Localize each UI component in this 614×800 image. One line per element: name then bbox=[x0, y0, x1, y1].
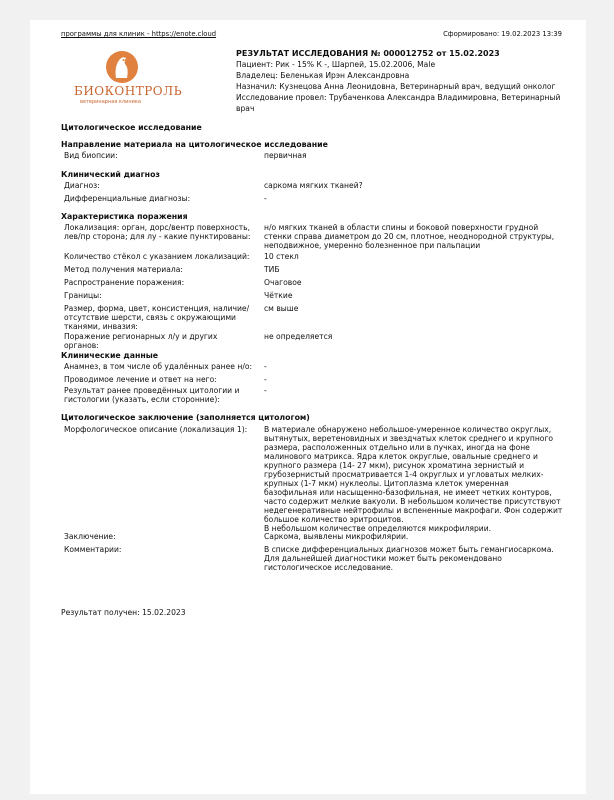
owner-line: Владелец: Беленькая Ирэн Александровна bbox=[236, 71, 410, 80]
generated-date: Сформировано: 19.02.2023 13:39 bbox=[443, 30, 562, 38]
result-date: Результат получен: 15.02.2023 bbox=[61, 608, 186, 617]
direction-title: Направление материала на цитологическое исследование bbox=[61, 140, 328, 149]
borders-value: Чёткие bbox=[264, 291, 293, 300]
nodes-label: Поражение регионарных л/у и других органов: bbox=[64, 332, 218, 350]
diff-diagnosis-value: - bbox=[264, 194, 267, 203]
diagnosis-value: саркома мягких тканей? bbox=[264, 181, 363, 190]
assigned-line: Назначил: Кузнецова Анна Леонидовна, Ветеринарный врач, ведущий онколог bbox=[236, 82, 556, 91]
method-value: ТИБ bbox=[264, 265, 280, 274]
report-page bbox=[30, 20, 586, 794]
anamnesis-label: Анамнез, в том числе об удалённых ранее н/о: bbox=[64, 362, 253, 371]
spread-label: Распространение поражения: bbox=[64, 278, 185, 287]
report-header bbox=[236, 48, 576, 114]
report-title: РЕЗУЛЬТАТ ИССЛЕДОВАНИЯ № 000012752 от 15.02.2023 bbox=[236, 49, 500, 58]
clinic-logo bbox=[74, 50, 194, 110]
slides-value: 10 стекл bbox=[264, 252, 299, 261]
comments-label: Комментарии: bbox=[64, 545, 122, 554]
previous-value: - bbox=[264, 386, 267, 395]
logo-subtitle: ветеринарная клиника bbox=[80, 99, 141, 105]
previous-label: Результат ранее проведённых цитологии и гистологии (указать, если сторонние): bbox=[64, 386, 240, 404]
diff-diagnosis-label: Дифференциальные диагнозы: bbox=[64, 194, 191, 203]
morph-value-text-2: В небольшом количестве определяются микрофилярии. bbox=[264, 524, 492, 533]
treatment-label: Проводимое лечение и ответ на него: bbox=[64, 375, 217, 384]
conclusion-title: Цитологическое заключение (заполняется цитологом) bbox=[61, 413, 310, 422]
localization-value: н/о мягких тканей в области спины и боковой поверхности грудной стенки справа диаметром до 20 см, плотное, неоднородной структуры, неподвижное, умеренно болезненное при пальпации bbox=[264, 223, 555, 250]
clinical-diagnosis-title: Клинический диагноз bbox=[61, 170, 160, 179]
comments-value: В списке дифференциальных диагнозов может быть гемангиосаркома. Для дальнейшей диагностики может быть рекомендовано гистологическое исследование. bbox=[264, 545, 554, 572]
slides-label: Количество стёкол с указанием локализаций: bbox=[64, 252, 250, 261]
biopsy-value: первичная bbox=[264, 151, 307, 160]
logo-mark-icon bbox=[102, 50, 142, 84]
main-title: Цитологическое исследование bbox=[61, 123, 202, 132]
conclusion-label: Заключение: bbox=[64, 532, 116, 541]
anamnesis-value: - bbox=[264, 362, 267, 371]
morph-label: Морфологическое описание (локализация 1): bbox=[64, 425, 248, 434]
diagnosis-label: Диагноз: bbox=[64, 181, 100, 190]
logo-name: БИОКОНТРОЛЬ bbox=[74, 84, 183, 98]
patient-line: Пациент: Рик - 15% К -, Шарпей, 15.02.2006, Male bbox=[236, 60, 436, 69]
performed-line: Исследование провел: Трубаченкова Александра Владимировна, Ветеринарный врач bbox=[236, 93, 561, 113]
treatment-value: - bbox=[264, 375, 267, 384]
enote-link[interactable]: программы для клиник - https://enote.cloud bbox=[61, 30, 217, 38]
localization-label: Локализация: орган, дорс/вентр поверхность, лев/пр сторона; для лу - какие пунктированы: bbox=[64, 223, 251, 241]
method-label: Метод получения материала: bbox=[64, 265, 183, 274]
lesion-title: Характеристика поражения bbox=[61, 212, 188, 221]
nodes-value: не определяется bbox=[264, 332, 333, 341]
biopsy-label: Вид биопсии: bbox=[64, 151, 118, 160]
morph-value bbox=[264, 425, 564, 533]
size-value: см выше bbox=[264, 304, 299, 313]
borders-label: Границы: bbox=[64, 291, 102, 300]
clinical-data-title: Клинические данные bbox=[61, 351, 159, 360]
morph-value-text: В материале обнаружено небольшое-умеренное количество округлых, вытянутых, веретеновидных и звездчатых клеток среднего и крупного размера, расположенных отдельно или в пучках, иногда на фоне малинового матрикса. Ядра клеток округлые, овальные среднего и крупного размера (14- 27 мкм), рисунок хроматина зернистый и грубозернистый просматривается 1-4 округлых и угловатых мелких-крупных (1-7 мкм) нуклеолы. Цитоплазма клеток умеренная базофильная или насыщенно-базофильная, не имеет четких контуров, часто содержит мелкие вакуоли. В небольшом количестве присутствуют недегенеративные нейтрофилы и вспененные макрофаги. Фон содержит большое количество эритроцитов. bbox=[264, 425, 563, 524]
conclusion-value: Саркома, выявлены микрофилярии. bbox=[264, 532, 409, 541]
size-label: Размер, форма, цвет, консистенция, наличие/отсутствие шерсти, связь с окружающими тканями, инвазия: bbox=[64, 304, 250, 331]
spread-value: Очаговое bbox=[264, 278, 302, 287]
